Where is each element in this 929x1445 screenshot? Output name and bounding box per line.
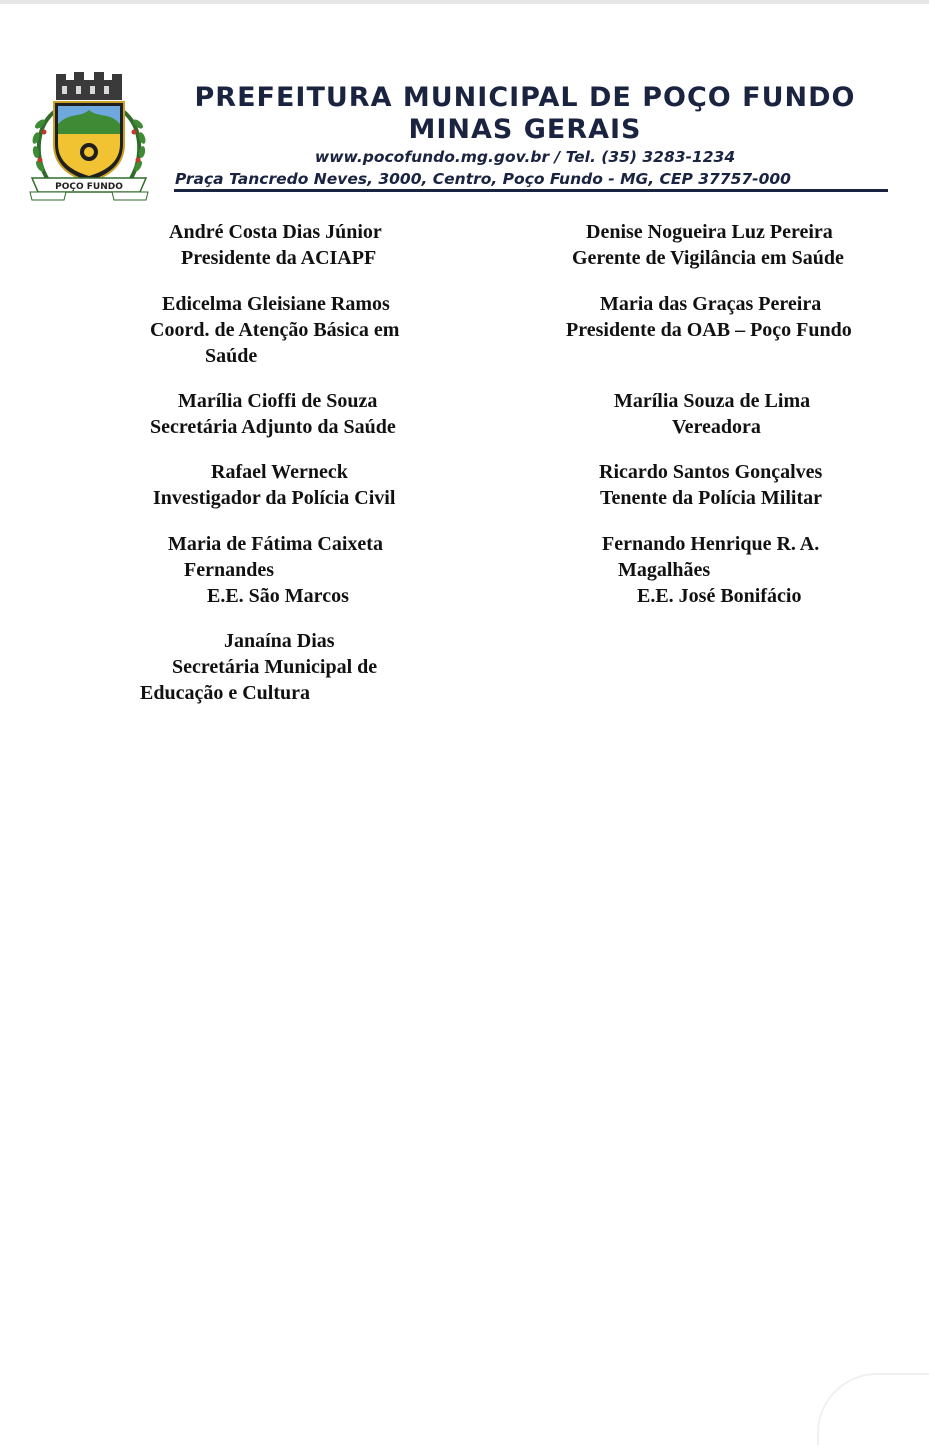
signatory-name: Denise Nogueira Luz Pereira xyxy=(586,221,833,243)
signatory-block xyxy=(572,219,844,271)
letterhead-subtitle: MINAS GERAIS xyxy=(408,114,642,145)
signatory-role: E.E. São Marcos xyxy=(207,585,349,607)
signatory-name: Janaína Dias xyxy=(224,630,335,652)
left-laurel xyxy=(31,112,54,180)
municipal-crest-logo xyxy=(26,72,152,204)
signatory-name: Fernando Henrique R. A. xyxy=(602,533,820,555)
signatory-role: Educação e Cultura xyxy=(140,682,310,704)
signatory-block xyxy=(599,459,822,511)
letterhead-contact: www.pocofundo.mg.gov.br / Tel. (35) 3283-1234 xyxy=(314,148,736,166)
signatory-role: Vereadora xyxy=(672,416,761,438)
signatory-name: Fernandes xyxy=(184,559,274,581)
top-edge-strip xyxy=(0,0,929,4)
signatory-name: Marília Cioffi de Souza xyxy=(178,390,378,412)
signatory-block xyxy=(150,388,396,440)
signatory-name: Maria de Fátima Caixeta xyxy=(168,533,383,555)
signatory-block xyxy=(150,291,399,369)
letterhead xyxy=(160,82,890,167)
mural-crown xyxy=(56,72,122,100)
letterhead-address: Praça Tancredo Neves, 3000, Centro, Poço Fundo - MG, CEP 37757-000 xyxy=(175,170,791,188)
signatory-role: Coord. de Atenção Básica em xyxy=(150,319,400,341)
signatory-name: Edicelma Gleisiane Ramos xyxy=(162,293,390,315)
signatory-name: Rafael Werneck xyxy=(211,461,348,483)
signatory-role: Gerente de Vigilância em Saúde xyxy=(572,247,844,269)
signatory-block xyxy=(614,388,810,440)
signatory-name: Marília Souza de Lima xyxy=(614,390,811,412)
signatory-block xyxy=(169,219,382,271)
signatory-role: Tenente da Polícia Militar xyxy=(600,487,823,509)
signatory-role: Secretária Municipal de xyxy=(172,656,378,678)
signatory-role: Presidente da OAB – Poço Fundo xyxy=(566,319,852,341)
crest-banner-text: POÇO FUNDO xyxy=(55,182,123,192)
signatory-name: Ricardo Santos Gonçalves xyxy=(599,461,823,483)
signatory-block xyxy=(566,291,852,343)
signatory-name: Magalhães xyxy=(618,559,711,581)
letterhead-rule xyxy=(174,189,888,192)
signatory-role: Presidente da ACIAPF xyxy=(181,247,377,269)
signatory-name: Maria das Graças Pereira xyxy=(600,293,822,315)
crest-banner xyxy=(30,178,148,200)
page-corner-mark xyxy=(817,1373,929,1445)
signatory-block xyxy=(602,531,819,609)
signatory-role: Secretária Adjunto da Saúde xyxy=(150,416,396,438)
signatory-role: Investigador da Polícia Civil xyxy=(153,487,396,509)
signatory-block xyxy=(153,459,395,511)
right-laurel xyxy=(124,112,147,180)
shield xyxy=(54,102,124,182)
signatory-role: Saúde xyxy=(205,345,258,367)
signatory-block xyxy=(168,531,383,609)
letterhead-title: PREFEITURA MUNICIPAL DE POÇO FUNDO xyxy=(194,82,856,113)
signatory-block xyxy=(140,628,377,706)
signatory-role: E.E. José Bonifácio xyxy=(637,585,802,607)
signatory-name: André Costa Dias Júnior xyxy=(169,221,382,243)
